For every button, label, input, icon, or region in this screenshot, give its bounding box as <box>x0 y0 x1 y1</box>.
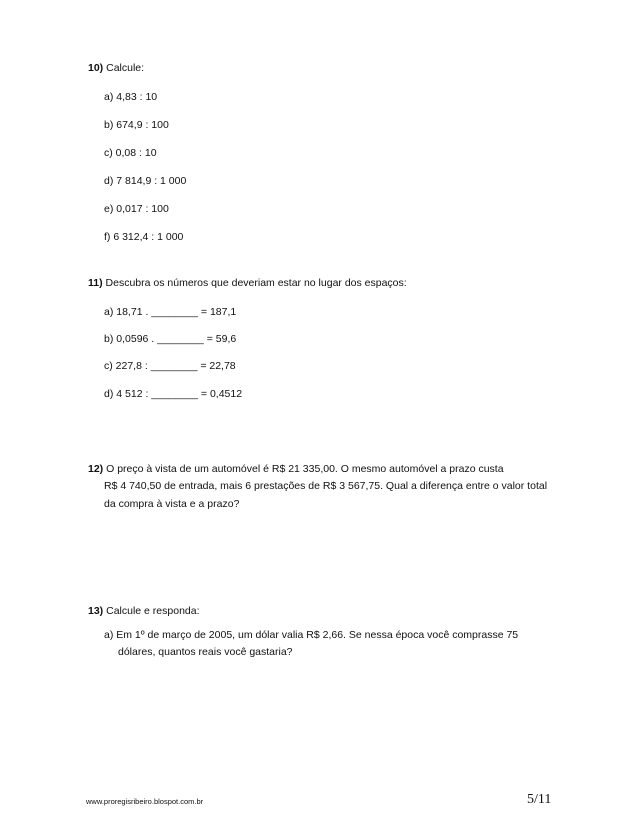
question-prompt: Calcule e responda: <box>106 605 200 617</box>
q11-item-d: d) 4 512 : ________ = 0,4512 <box>104 388 243 400</box>
q10-item-b: b) 674,9 : 100 <box>104 119 169 131</box>
question-11-header <box>88 277 407 289</box>
q11-item-b: b) 0,0596 . ________ = 59,6 <box>104 333 237 345</box>
question-text-line2: R$ 4 740,50 de entrada, mais 6 prestações de R$ 3 567,75. Qual a diferença entre o valor total <box>104 480 548 492</box>
question-12-line1 <box>88 463 504 475</box>
question-text-line3: da compra à vista e a prazo? <box>104 498 240 510</box>
question-number: 12) <box>88 463 104 475</box>
question-13-header <box>88 605 200 617</box>
q11-item-c: c) 227,8 : ________ = 22,78 <box>104 360 236 372</box>
q13-item-a-line1: a) Em 1º de março de 2005, um dólar valia R$ 2,66. Se nessa época você comprasse 75 <box>104 629 519 641</box>
question-prompt: Calcule: <box>106 62 145 74</box>
question-text-line1: O preço à vista de um automóvel é R$ 21 335,00. O mesmo automóvel a prazo custa <box>106 463 504 475</box>
q10-item-d: d) 7 814,9 : 1 000 <box>104 175 187 187</box>
q13-item-a-line2: dólares, quantos reais você gastaria? <box>118 646 293 658</box>
q10-item-e: e) 0,017 : 100 <box>104 203 169 215</box>
question-number: 10) <box>88 62 104 74</box>
question-number: 11) <box>88 277 103 289</box>
question-10-header <box>88 62 144 74</box>
question-number: 13) <box>88 605 104 617</box>
footer-url: www.proregisribeiro.blospot.com.br <box>86 797 204 806</box>
q10-item-c: c) 0,08 : 10 <box>104 147 157 159</box>
page-number: 5/11 <box>527 792 552 807</box>
q10-item-f: f) 6 312,4 : 1 000 <box>104 231 184 243</box>
q11-item-a: a) 18,71 . ________ = 187,1 <box>104 306 237 318</box>
question-prompt: Descubra os números que deveriam estar no lugar dos espaços: <box>105 277 407 289</box>
q10-item-a: a) 4,83 : 10 <box>104 91 158 103</box>
